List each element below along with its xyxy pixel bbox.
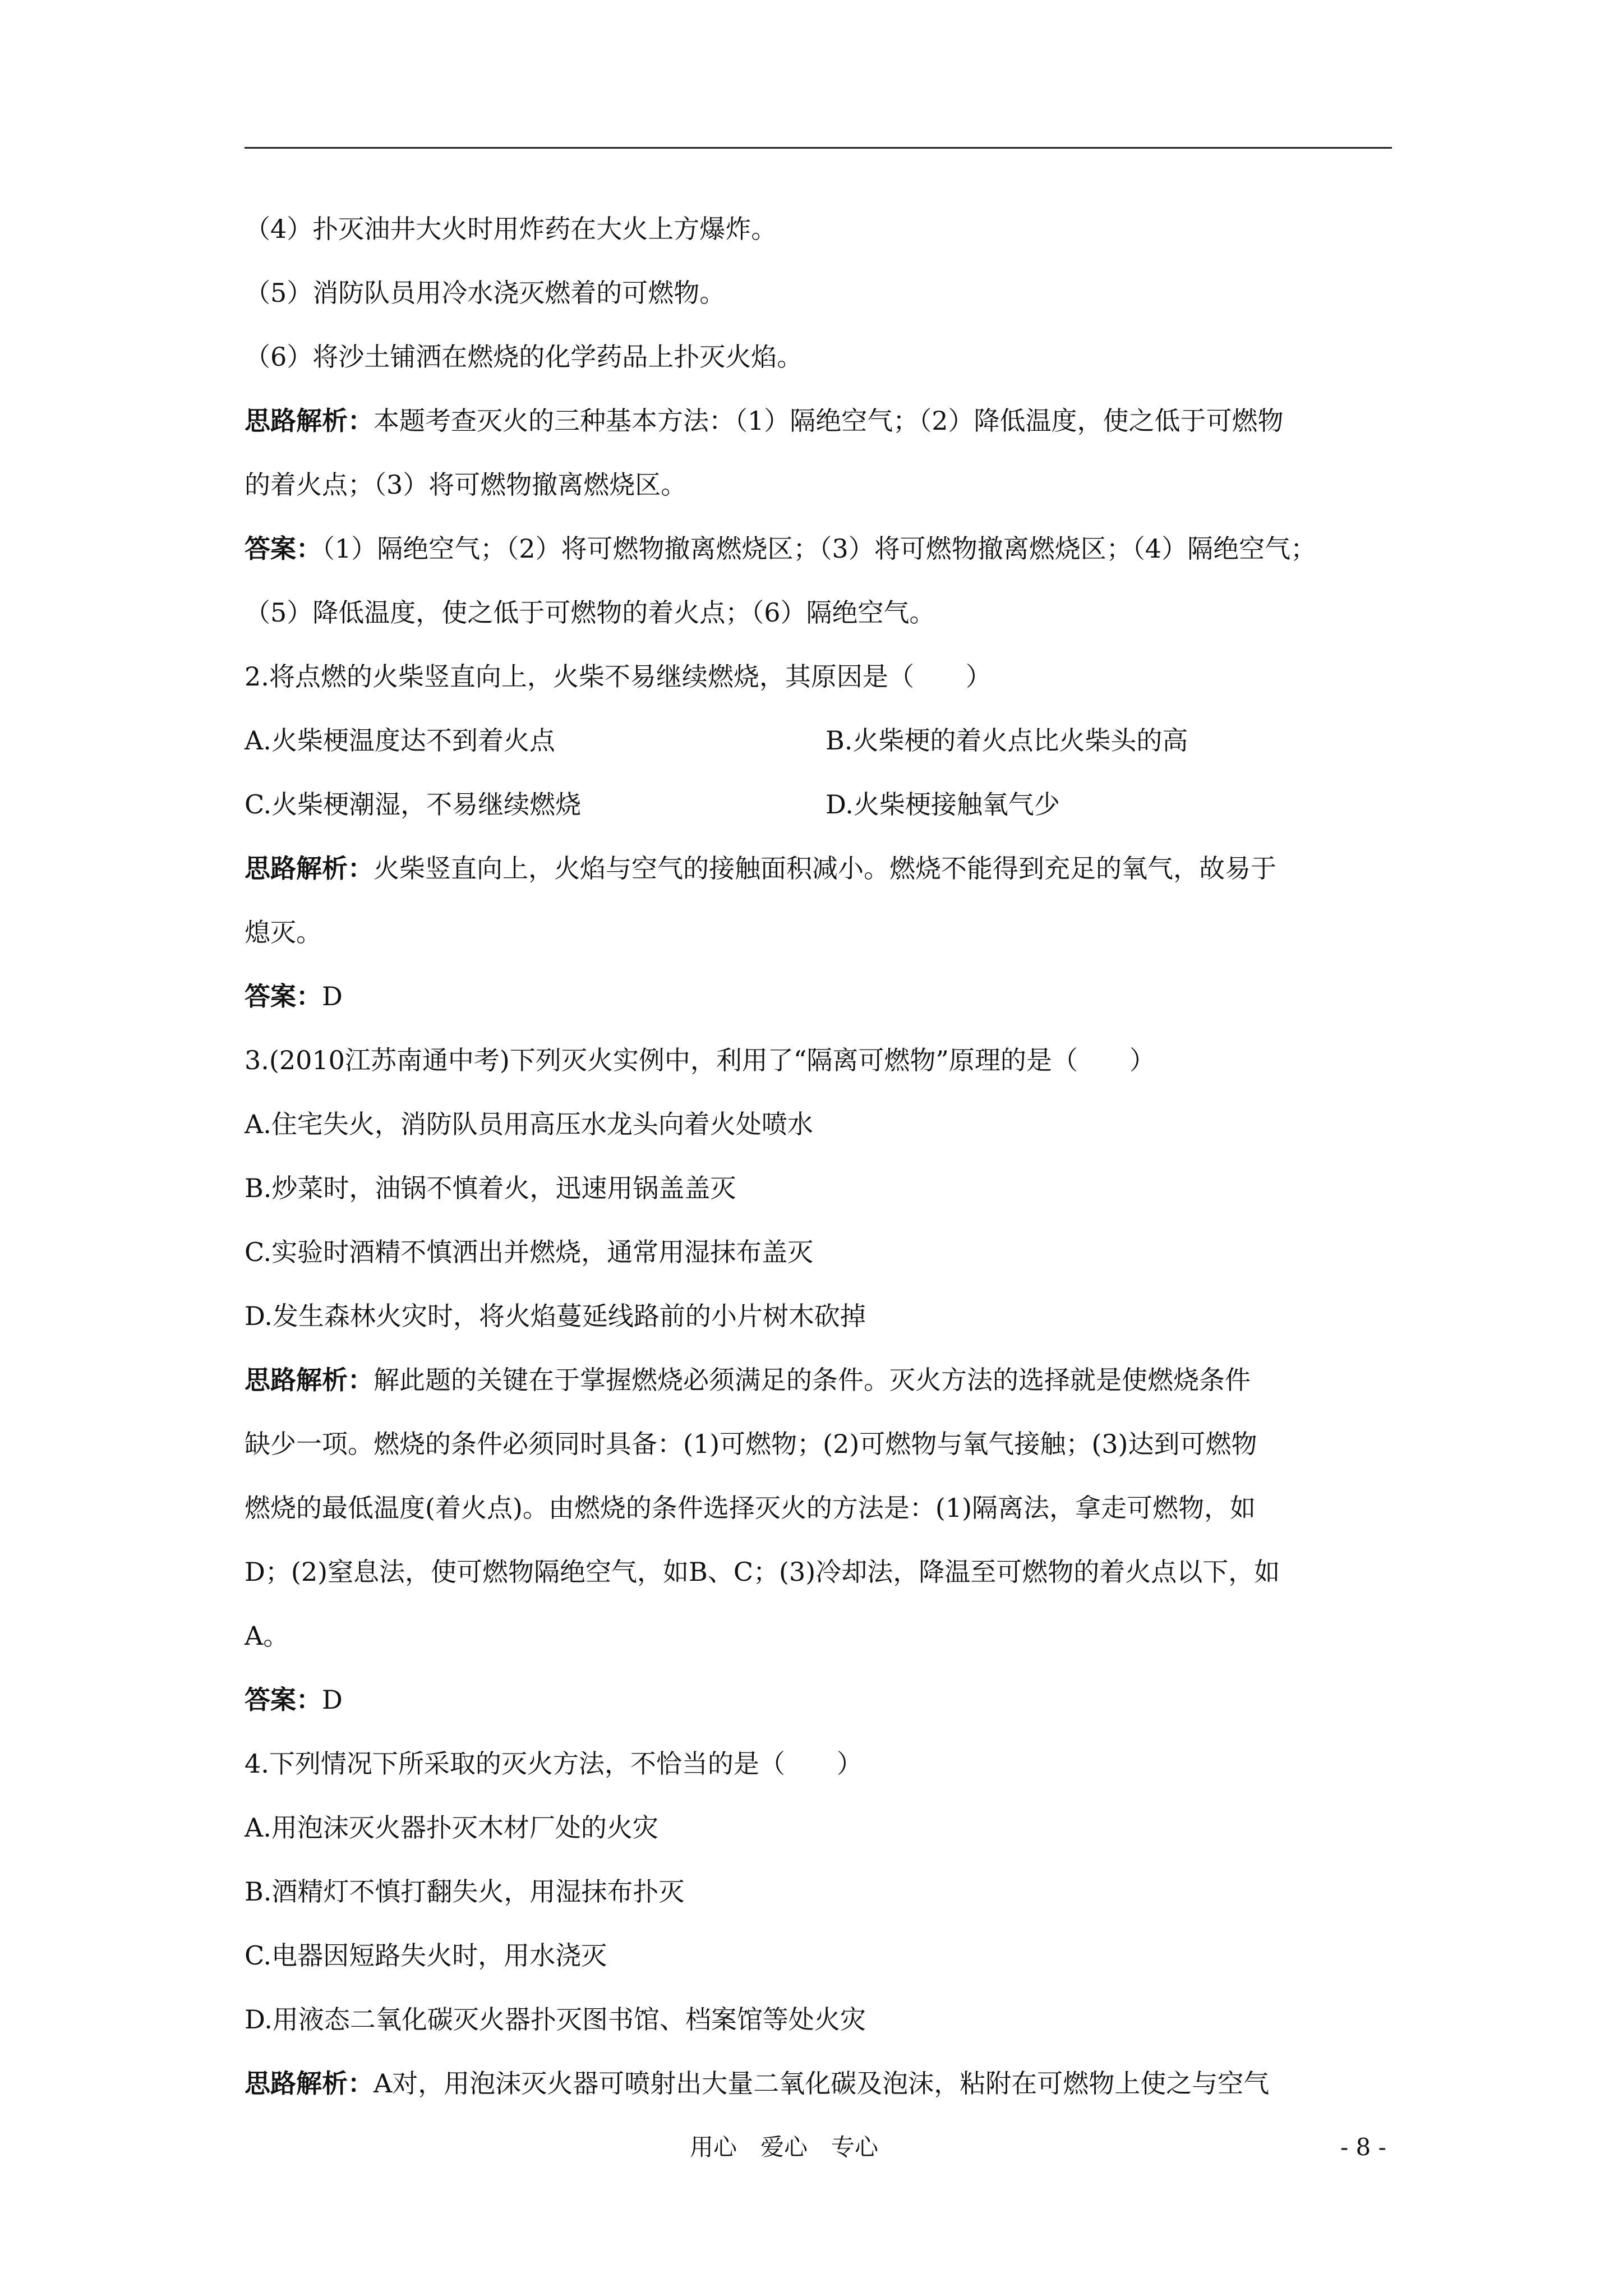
text-line: （5）消防队员用冷水浇灭燃着的可燃物。	[245, 278, 726, 308]
option-line: A.住宅失火，消防队员用高压水龙头向着火处喷水	[245, 1109, 813, 1139]
option-line: A.用泡沫灭火器扑灭木材厂处的火灾	[245, 1812, 658, 1843]
option-line: D.火柴梗接触氧气少	[826, 789, 1060, 820]
answer-line	[245, 979, 1394, 1013]
question-line: 4.下列情况下所采取的灭火方法，不恰当的是（ ）	[245, 1749, 863, 1779]
answer-label: 答案：	[245, 981, 322, 1011]
text-line: 燃烧的最低温度(着火点)。由燃烧的条件选择灭火的方法是：(1)隔离法，拿走可燃物，如	[245, 1493, 1256, 1523]
option-line: A.火柴梗温度达不到着火点	[245, 725, 555, 756]
text-line: D；(2)窒息法，使可燃物隔绝空气，如B、C；(3)冷却法，降温至可燃物的着火点以下，如	[245, 1557, 1280, 1587]
option-line: D.发生森林火灾时，将火焰蔓延线路前的小片树木砍掉	[245, 1301, 866, 1331]
text-line: （6）将沙土铺洒在燃烧的化学药品上扑灭火焰。	[245, 342, 803, 372]
text-line: 的着火点；（3）将可燃物撤离燃烧区。	[245, 470, 687, 500]
analysis-line	[245, 1363, 1394, 1397]
text-line: 缺少一项。燃烧的条件必须同时具备：(1)可燃物；(2)可燃物与氧气接触；(3)达到可燃物	[245, 1429, 1257, 1459]
question-line: 2.将点燃的火柴竖直向上，火柴不易继续燃烧，其原因是（ ）	[245, 661, 992, 692]
question-line: 3.(2010江苏南通中考)下列灭火实例中，利用了“隔离可燃物”原理的是（ ）	[245, 1045, 1155, 1075]
option-line: B.炒菜时，油锅不慎着火，迅速用锅盖盖灭	[245, 1173, 736, 1203]
answer-text: D	[322, 1685, 343, 1715]
footer-slogan: 用心 爱心 专心	[690, 2133, 879, 2161]
analysis-line	[245, 2067, 1394, 2100]
analysis-text: A对，用泡沫灭火器可喷射出大量二氧化碳及泡沫，粘附在可燃物上使之与空气	[374, 2068, 1270, 2099]
answer-label: 答案：	[245, 1685, 322, 1715]
analysis-line	[245, 852, 1394, 885]
analysis-line	[245, 404, 1394, 438]
analysis-label: 思路解析：	[245, 1365, 374, 1395]
option-line: C.电器因短路失火时，用水浇灭	[245, 1940, 607, 1971]
option-line: B.酒精灯不慎打翻失火，用湿抹布扑灭	[245, 1876, 685, 1907]
answer-line	[245, 1683, 1394, 1717]
option-line: C.火柴梗潮湿，不易继续燃烧	[245, 789, 582, 820]
text-line: （4）扑灭油井大火时用炸药在大火上方爆炸。	[245, 214, 777, 244]
answer-line	[245, 532, 1394, 565]
analysis-label: 思路解析：	[245, 406, 374, 436]
option-line: B.火柴梗的着火点比火柴头的高	[826, 725, 1188, 756]
analysis-label: 思路解析：	[245, 853, 374, 884]
answer-label: 答案：	[245, 533, 322, 564]
analysis-text: 解此题的关键在于掌握燃烧必须满足的条件。灭火方法的选择就是使燃烧条件	[374, 1365, 1251, 1395]
text-line: A。	[245, 1621, 289, 1651]
header-rule	[245, 147, 1392, 149]
answer-text: D	[322, 981, 343, 1011]
analysis-label: 思路解析：	[245, 2068, 374, 2099]
analysis-text: 本题考查灭火的三种基本方法：（1）隔绝空气；（2）降低温度，使之低于可燃物	[374, 406, 1284, 436]
option-line: C.实验时酒精不慎洒出并燃烧，通常用湿抹布盖灭	[245, 1237, 814, 1267]
page-number: - 8 -	[1340, 2133, 1386, 2161]
text-line: 熄灭。	[245, 917, 322, 947]
answer-text: （1）隔绝空气；（2）将可燃物撤离燃烧区；（3）将可燃物撤离燃烧区；（4）隔绝空气；	[322, 533, 1317, 564]
text-line: （5）降低温度，使之低于可燃物的着火点；（6）隔绝空气。	[245, 597, 935, 628]
analysis-text: 火柴竖直向上，火焰与空气的接触面积减小。燃烧不能得到充足的氧气，故易于	[374, 853, 1276, 884]
option-line: D.用液态二氧化碳灭火器扑灭图书馆、档案馆等处火灾	[245, 2004, 866, 2035]
